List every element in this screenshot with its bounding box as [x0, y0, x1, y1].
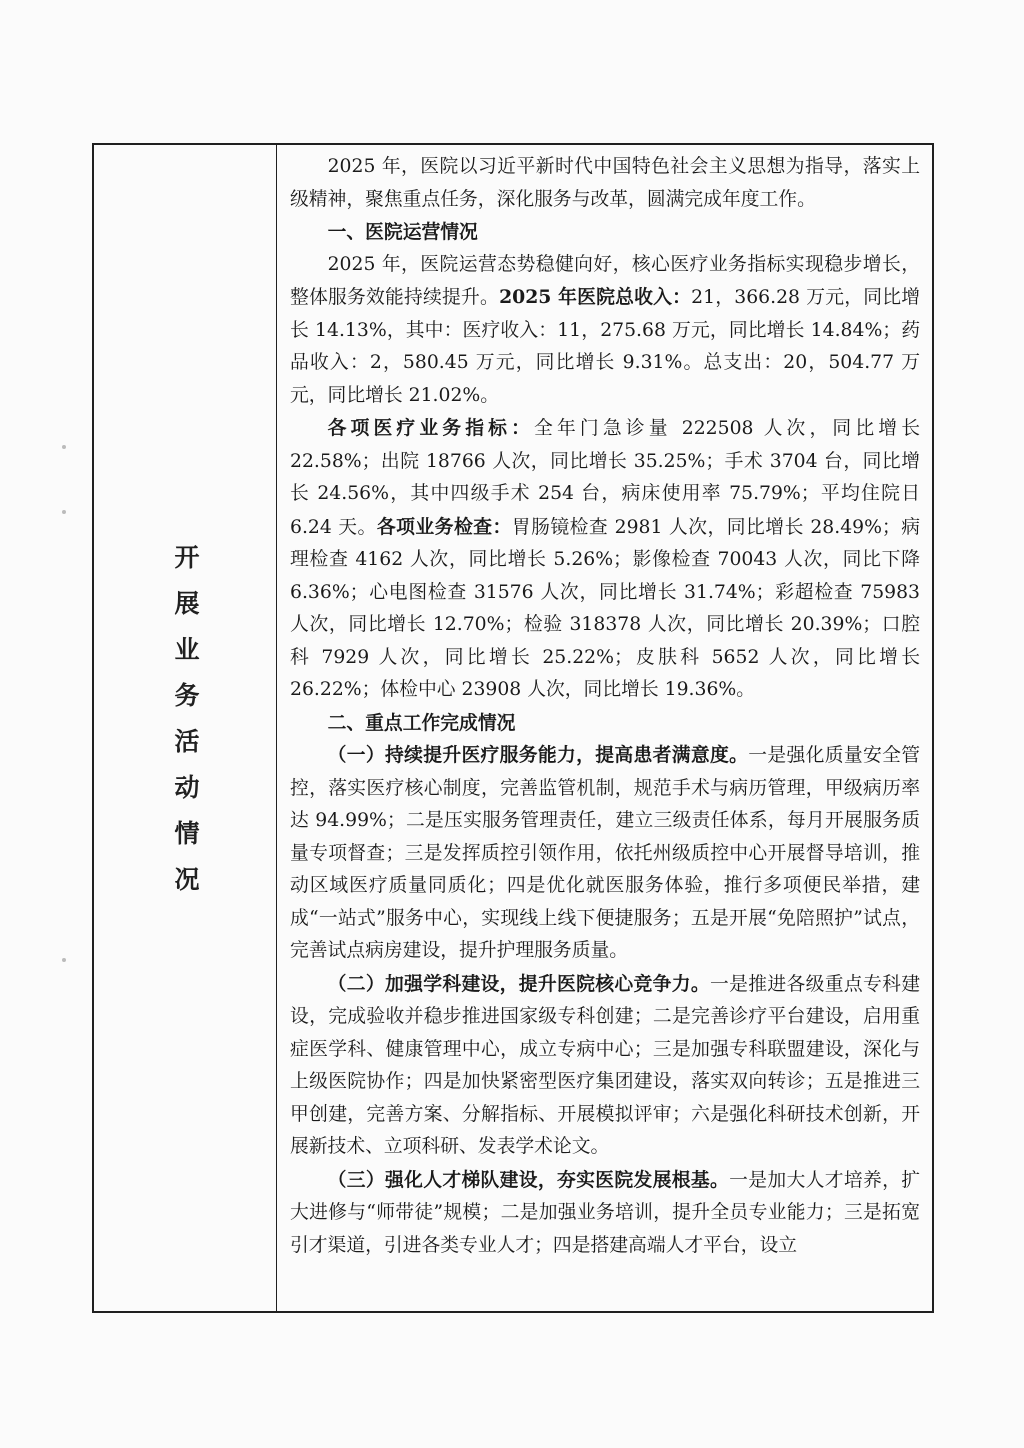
content-cell [277, 145, 932, 1311]
paragraph-heading-2 [290, 707, 920, 740]
body-text: 全年门急诊量 222508 人次，同比增长 22.58%；出院 18766 人次，同比增长 35.25%；手术 3704 台，同比增长 24.56%，其中四级手术 254 台，病床使用率 75.79%；平均住院日 6.24 天。 [290, 418, 920, 538]
paragraph-operations [290, 249, 920, 413]
bold-lead-text: （二）加强学科建设，提升医院核心竞争力。 [327, 972, 711, 995]
bold-lead-text: （三）强化人才梯队建设，夯实医院发展根基。 [327, 1168, 730, 1191]
body-text: 2025 年，医院以习近平新时代中国特色社会主义思想为指导，落实上级精神，聚焦重点任务，深化服务与改革，圆满完成年度工作。 [290, 156, 920, 210]
body-text: 一是强化质量安全管控，落实医疗核心制度，完善监管机制，规范手术与病历管理，甲级病历率达 94.99%；二是压实服务管理责任，建立三级责任体系，每月开展服务质量专项督查；三是发挥质控引领作用，依托州级质控中心开展督导培训，推动区域医疗质量同质化；四是优化就医服务体验，推行多项便民举措，建成“一站式”服务中心，实现线上线下便捷服务；五是开展“免陪照护”试点，完善试点病房建设，提升护理服务质量。 [290, 745, 921, 961]
body-text: 一、医院运营情况 [327, 221, 478, 243]
paragraph-item-2 [290, 968, 920, 1164]
bold-lead-text: （一）持续提升医疗服务能力，提高患者满意度。 [327, 744, 749, 766]
body-text: 一是加大人才培养，扩大进修与“师带徒”规模；二是加强业务培训，提升全员专业能力；三是拓宽引才渠道，引进各类专业人才；四是搭建高端人才平台，设立 [290, 1169, 921, 1256]
section-label: 开展业务活动情况 [171, 544, 200, 912]
bold-lead-text: 各项医疗业务指标： [327, 417, 535, 439]
bold-lead-text: 各项业务检查： [376, 515, 512, 538]
body-text: 21，366.28 万元，同比增长 14.13%，其中：医疗收入：11，275.68 万元，同比增长 14.84%；药品收入：2，580.45 万元，同比增长 9.31%。总支出：20，504.77 万元，同比增长 21.02%。 [290, 287, 921, 406]
body-text: 2025 年，医院运营态势稳健向好，核心医疗业务指标实现稳步增长，整体服务效能持续提升。 [290, 253, 920, 308]
paragraph-indicators [290, 412, 920, 707]
body-text: 二、重点工作完成情况 [327, 711, 516, 734]
scan-speck [62, 510, 66, 514]
scan-speck [62, 445, 66, 449]
scan-speck [62, 958, 66, 962]
label-column [94, 145, 277, 1311]
body-text: 胃肠镜检查 2981 人次，同比增长 28.49%；病理检查 4162 人次，同比增长 5.26%；影像检查 70043 人次，同比下降 6.36%；心电图检查 31576 人次，同比增长 31.74%；彩超检查 75983 人次，同比增长 12.70%；检验 318378 人次，同比增长 20.39%；口腔科 7929 人次，同比增长 25.22%；皮肤科 5652 人次，同比增长 26.22%；体检中心 23908 人次，同比增长 19.36%。 [290, 516, 920, 700]
paragraph-item-1 [290, 739, 920, 968]
paragraph-heading-1 [290, 216, 920, 249]
paragraph-item-3 [290, 1164, 920, 1263]
paragraph-intro [290, 151, 920, 216]
body-text: 一是推进各级重点专科建设，完成验收并稳步推进国家级专科创建；二是完善诊疗平台建设，启用重症医学科、健康管理中心，成立专病中心；三是加强专科联盟建设，深化与上级医院协作；四是加快紧密型医疗集团建设，落实双向转诊；五是推进三甲创建，完善方案、分解指标、开展模拟评审；六是强化科研技术创新，开展新技术、立项科研、发表学术论文。 [290, 973, 921, 1157]
bold-lead-text: 2025 年医院总收入： [499, 286, 692, 308]
report-table [92, 143, 934, 1313]
